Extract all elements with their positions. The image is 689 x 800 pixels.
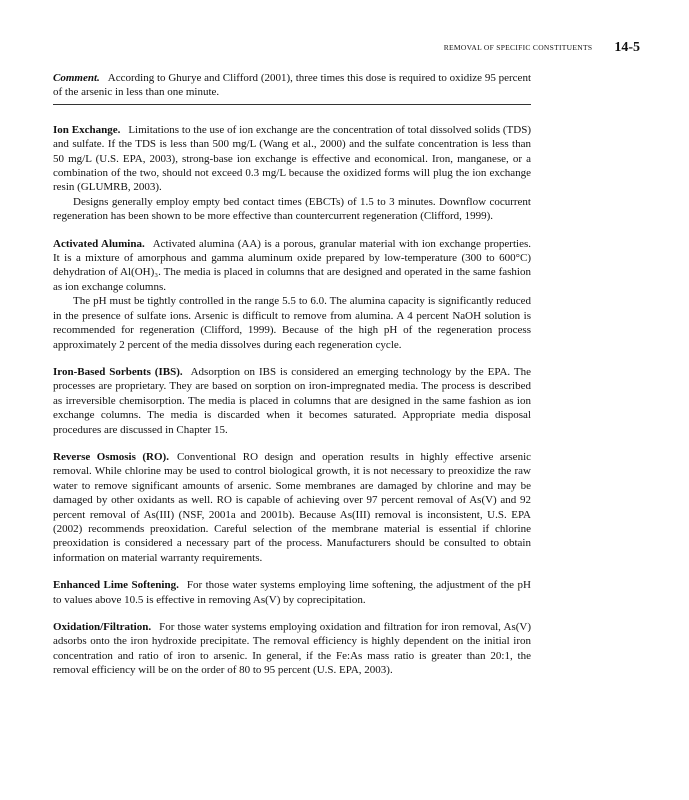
page-header — [0, 38, 640, 56]
section-activated-alumina — [53, 237, 531, 352]
section-enhanced-lime-softening — [53, 578, 531, 607]
section-heading: Oxidation/Filtration. — [53, 621, 152, 633]
section-heading: Activated Alumina. — [53, 237, 145, 250]
paragraph — [53, 578, 531, 607]
section-heading: Iron-Based Sorbents (IBS). — [53, 365, 183, 378]
paragraph-text: Limitations to the use of ion exchange are the concentration of total dissolved solids (TDS) and sulfate. If the TDS is less than 500 mg/L (Wang et al., 2000) and the sulfate concentration is less than 50 mg/L (U.S. EPA, 2003), strong-base ion exchange is effective and economical. Iron, manganese, or a combination of the two, should not exceed 0.3 mg/L because the oxidized forms will plug the ion exchange resin (GLUMRB, 2003). — [53, 123, 531, 194]
page-number: 14-5 — [614, 40, 640, 55]
comment-block — [53, 71, 531, 105]
comment-text: According to Ghurye and Clifford (2001), three times this dose is required to oxidize 95 percent of the arsenic in less than one minute. — [53, 72, 531, 99]
running-title: REMOVAL OF SPECIFIC CONSTITUENTS — [443, 43, 593, 52]
paragraph: The pH must be tightly controlled in the range 5.5 to 6.0. The alumina capacity is significantly reduced in the presence of sulfate ions. Arsenic is difficult to remove from alumina. A 4 percent NaOH solution is recommended for regeneration (Clifford, 1999). Because of the high pH of the regeneration process approximately 2 percent of the media dissolves during each regeneration cycle. — [53, 295, 531, 351]
paragraph: Designs generally employ empty bed contact times (EBCTs) of 1.5 to 3 minutes. Downflow cocurrent regeneration has been shown to be more effective than countercurrent regeneration (Clifford, 1999). — [53, 195, 531, 223]
section-oxidation-filtration — [53, 620, 531, 678]
paragraph-text: Conventional RO design and operation results in highly effective arsenic removal. While chlorine may be used to control biological growth, it is not necessary to preoxidize the raw water to remove significant amounts of arsenic. Some membranes are damaged by chlorine and may be damaged by other oxidants as well. RO is capable of achieving over 97 percent removal of As(V) and 92 percent removal of As(III) (NSF, 2001a and 2001b). Because As(III) removal is inconsistent, U.S. EPA (2002) recommends preoxidation. Careful selection of the membrane material is essential if chlorine preoxidation is considered a necessary part of the process. Manufacturers should be consulted to obtain information on material warranty requirements. — [53, 450, 532, 564]
comment-lead: Comment. — [53, 72, 100, 84]
paragraph — [53, 237, 531, 295]
section-heading: Reverse Osmosis (RO). — [53, 450, 169, 463]
paragraph — [53, 123, 531, 195]
paragraph-text: For those water systems employing lime softening, the adjustment of the pH to values above 10.5 is effective in removing As(V) by coprecipitation. — [53, 579, 531, 606]
section-heading: Ion Exchange. — [53, 123, 121, 136]
paragraph-text: Activated alumina (AA) is a porous, granular material with ion exchange properties. It is a mixture of amorphous and gamma aluminum oxide prepared by low-temperature (300 to 600°C) dehydration of Al(OH)₃. The media is placed in columns that are designed and operated in the same fashion as ion exchange columns. — [53, 237, 531, 293]
paragraph-text: Adsorption on IBS is considered an emerging technology by the EPA. The processes are proprietary. They are based on sorption on iron-impregnated media. The process is described as irreversible chemisorption. The media is placed in columns that are designed in the same fashion as ion exchange columns. The media is discarded when it becomes saturated. Appropriate media disposal procedures are discussed in Chapter 15. — [53, 365, 531, 436]
paragraph — [53, 365, 531, 437]
section-ion-exchange — [53, 123, 531, 224]
paragraph — [53, 450, 531, 565]
paragraph-text: For those water systems employing oxidation and filtration for iron removal, As(V) adsorbs onto the iron hydroxide precipitate. The removal efficiency is highly dependent on the initial iron concentration and ratio of iron to arsenic. In general, if the Fe:As mass ratio is greater than 20:1, the removal efficiency will be on the order of 80 to 95 percent (U.S. EPA, 2003). — [53, 621, 531, 677]
section-iron-based-sorbents — [53, 365, 531, 437]
section-reverse-osmosis — [53, 450, 531, 565]
paragraph — [53, 620, 531, 678]
section-heading: Enhanced Lime Softening. — [53, 579, 179, 592]
page-body — [53, 71, 531, 691]
